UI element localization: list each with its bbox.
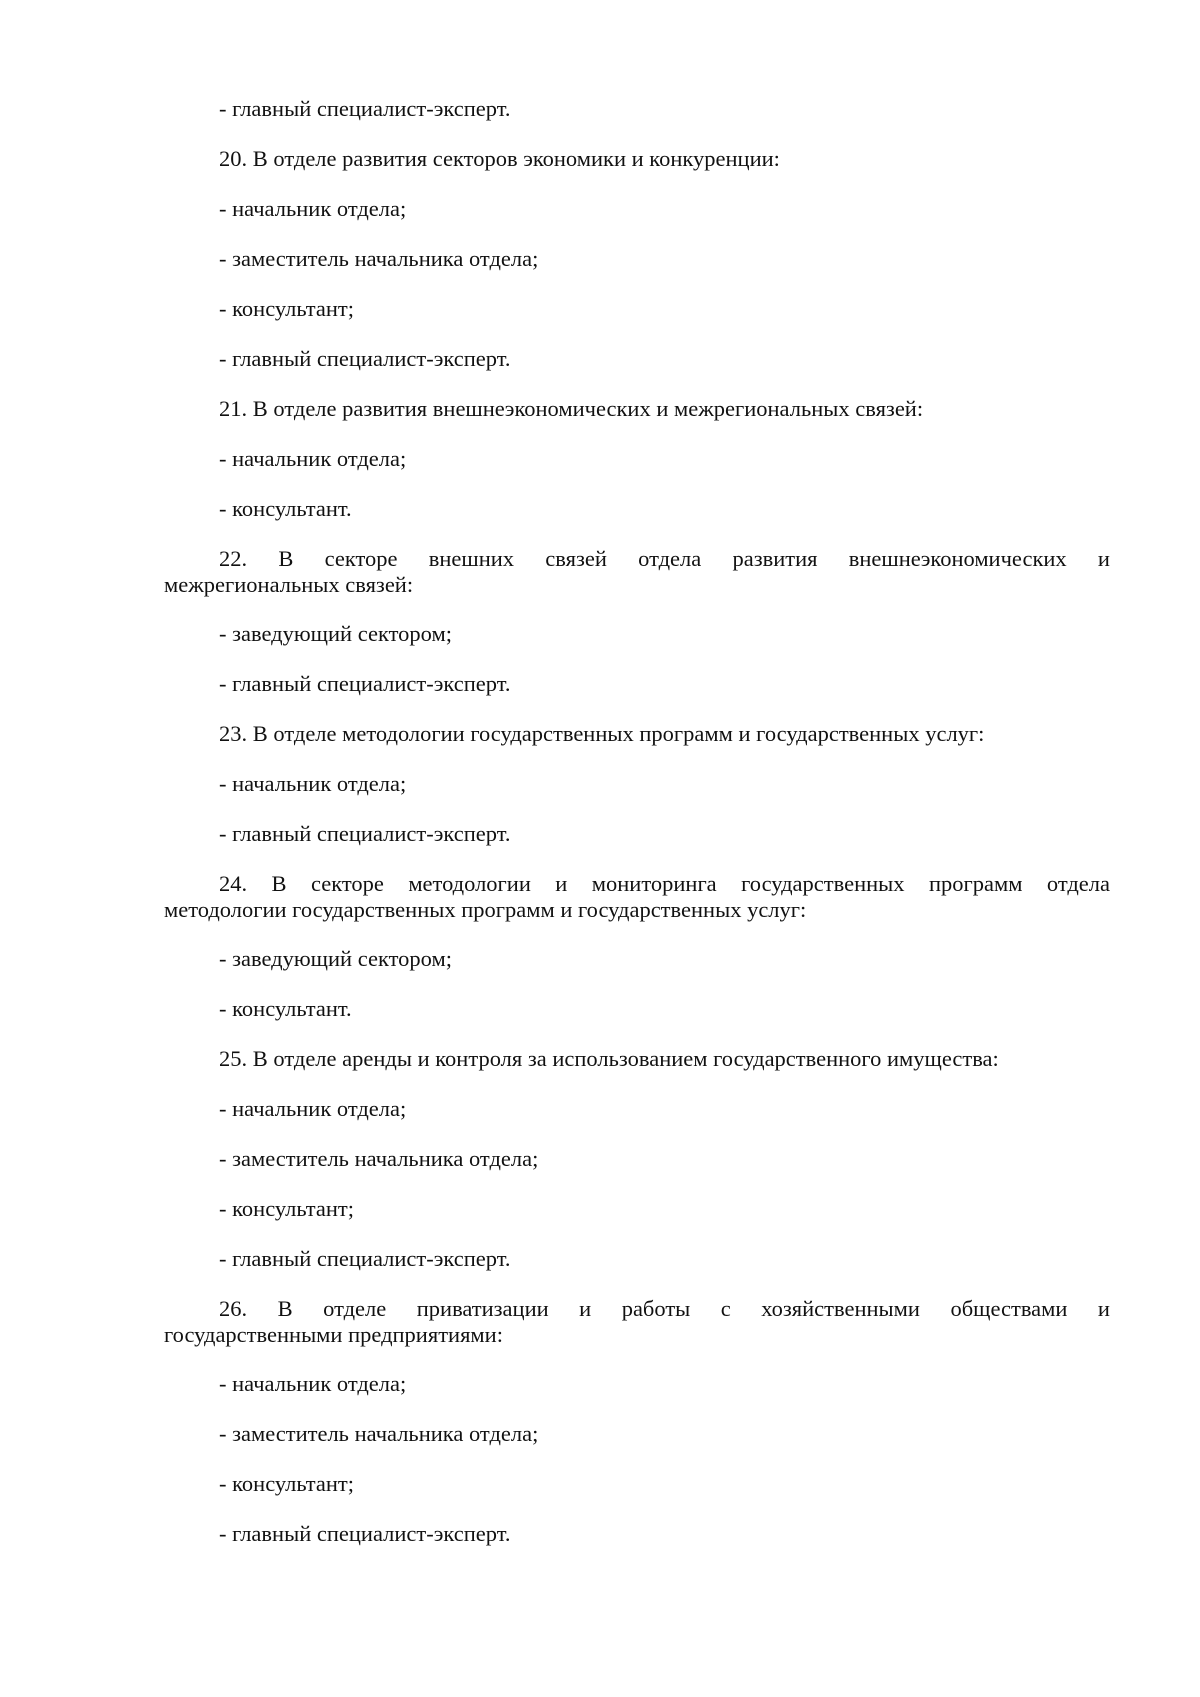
list-item: - консультант; [219, 1471, 354, 1496]
heading-word: и [1097, 546, 1110, 571]
heading-word: с [720, 1296, 731, 1321]
section-heading-22-line2: межрегиональных связей: [164, 572, 414, 597]
list-item: - консультант. [219, 496, 352, 521]
heading-word: 24. [219, 871, 248, 896]
heading-word: мониторинга [591, 871, 717, 896]
list-item: - заведующий сектором; [219, 621, 452, 646]
heading-word: В [278, 546, 294, 571]
list-item: - главный специалист-эксперт. [219, 821, 511, 846]
list-item: - начальник отдела; [219, 1096, 407, 1121]
list-item: - заведующий сектором; [219, 946, 452, 971]
heading-word: В [271, 871, 287, 896]
heading-word: отделе [323, 1296, 387, 1321]
list-item: - главный специалист-эксперт. [219, 346, 511, 371]
heading-word: методологии [408, 871, 531, 896]
list-item: - главный специалист-эксперт. [219, 96, 511, 121]
list-item: - консультант; [219, 296, 354, 321]
list-item: - заместитель начальника отдела; [219, 1146, 539, 1171]
heading-word: и [579, 1296, 592, 1321]
heading-word: внешнеэкономических [848, 546, 1067, 571]
heading-word: секторе [324, 546, 398, 571]
heading-word: работы [621, 1296, 691, 1321]
heading-word: обществами [950, 1296, 1068, 1321]
section-heading-25: 25. В отделе аренды и контроля за использованием государственного имущества: [219, 1046, 999, 1071]
list-item: - начальник отдела; [219, 196, 407, 221]
heading-word: В [277, 1296, 293, 1321]
heading-word: развития [732, 546, 818, 571]
section-heading-22-line1 [219, 546, 1110, 572]
section-heading-20: 20. В отделе развития секторов экономики и конкуренции: [219, 146, 780, 171]
heading-word: отдела [1046, 871, 1110, 896]
heading-word: государственных [741, 871, 905, 896]
heading-word: программ [928, 871, 1023, 896]
heading-word: приватизации [416, 1296, 549, 1321]
heading-word: и [555, 871, 568, 896]
list-item: - главный специалист-эксперт. [219, 671, 511, 696]
heading-word: связей [545, 546, 607, 571]
list-item: - консультант. [219, 996, 352, 1021]
heading-word: хозяйственными [761, 1296, 920, 1321]
heading-word: 26. [219, 1296, 248, 1321]
list-item: - главный специалист-эксперт. [219, 1246, 511, 1271]
heading-word: внешних [428, 546, 515, 571]
section-heading-21: 21. В отделе развития внешнеэкономических и межрегиональных связей: [219, 396, 924, 421]
list-item: - главный специалист-эксперт. [219, 1521, 511, 1546]
section-heading-24-line1 [219, 871, 1110, 897]
list-item: - начальник отдела; [219, 771, 407, 796]
section-heading-24-line2: методологии государственных программ и государственных услуг: [164, 897, 807, 922]
section-heading-26-line1 [219, 1296, 1110, 1322]
heading-word: 22. [219, 546, 248, 571]
heading-word: секторе [310, 871, 384, 896]
list-item: - начальник отдела; [219, 446, 407, 471]
list-item: - консультант; [219, 1196, 354, 1221]
heading-word: и [1097, 1296, 1110, 1321]
heading-word: отдела [638, 546, 702, 571]
section-heading-26-line2: государственными предприятиями: [164, 1322, 503, 1347]
list-item: - заместитель начальника отдела; [219, 1421, 539, 1446]
section-heading-23: 23. В отделе методологии государственных программ и государственных услуг: [219, 721, 985, 746]
list-item: - начальник отдела; [219, 1371, 407, 1396]
list-item: - заместитель начальника отдела; [219, 246, 539, 271]
